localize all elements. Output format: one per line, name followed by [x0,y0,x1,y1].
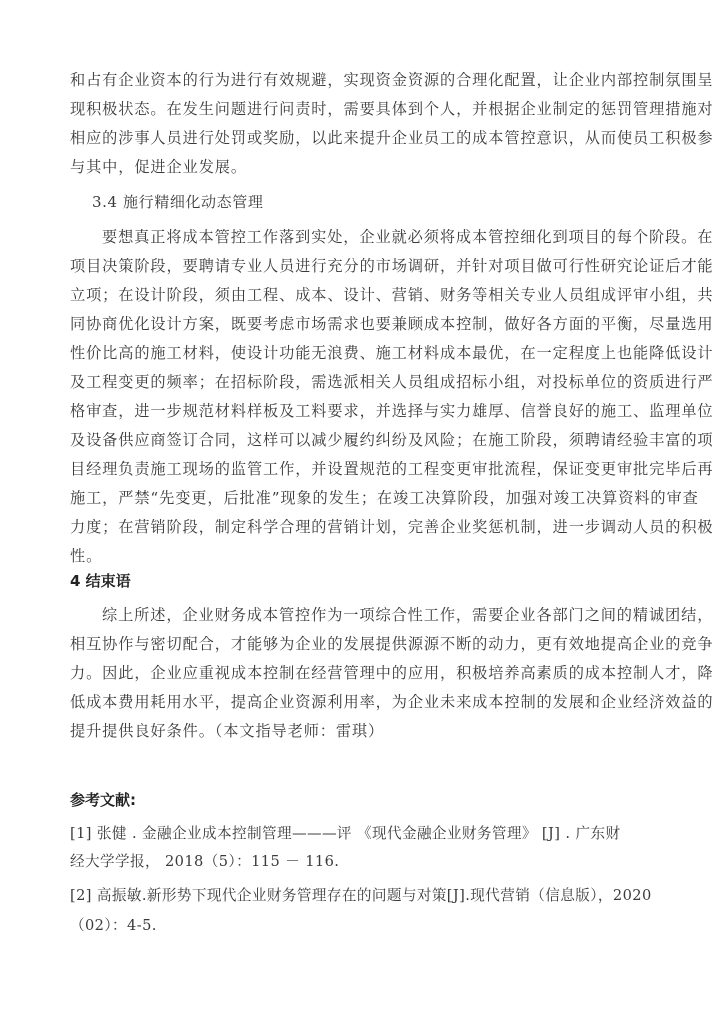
text-line: 相应的涉事人员进行处罚或奖励，以此来提升企业员工的成本管控意识，从而使员工积极参 [70,129,714,147]
text-line: 施工，严禁“先变更，后批准”现象的发生；在竣工决算阶段，加强对竣工决算资料的审查 [70,489,699,507]
text-line: 现积极状态。在发生问题进行问责时，需要具体到个人，并根据企业制定的惩罚管理措施对 [70,100,714,118]
section-heading-4: 4 结束语 [70,572,131,590]
text-line: 和占有企业资本的行为进行有效规避，实现资金资源的合理化配置，让企业内部控制氛围呈 [70,71,714,89]
text-line: 格审查，进一步规范材料样板及工料要求，并选择与实力雄厚、信誉良好的施工、监理单位 [70,402,714,420]
text-line: 提升提供良好条件。（本文指导老师：雷琪） [70,722,385,740]
text-line: 项目决策阶段，要聘请专业人员进行充分的市场调研，并针对项目做可行性研究论证后才能 [70,257,714,275]
text-line: 立项；在设计阶段，须由工程、成本、设计、营销、财务等相关专业人员组成评审小组，共 [70,286,714,304]
reference-item-2-line-2: （02）：4-5. [70,917,157,934]
text-line: 及设备供应商签订合同，这样可以减少履约纠纷及风险；在施工阶段，须聘请经验丰富的项 [70,431,714,449]
text-line: 综上所述，企业财务成本管控作为一项综合性工作，需要企业各部门之间的精诚团结， [102,606,714,624]
text-line: 及工程变更的频率；在招标阶段，需选派相关人员组成招标小组，对投标单位的资质进行严 [70,373,714,391]
text-line: 低成本费用耗用水平，提高企业资源利用率，为企业未来成本控制的发展和企业经济效益的 [70,693,714,711]
reference-item-1-line-2: 经大学学报， 2018（5）：115 － 116. [70,853,340,870]
text-line: 力。因此，企业应重视成本控制在经营管理中的应用，积极培养高素质的成本控制人才，降 [70,664,714,682]
text-line: 与其中，促进企业发展。 [70,158,247,176]
reference-item-1-line-1: [1] 张健 . 金融企业成本控制管理———评 《现代金融企业财务管理》 [J] . 广东财 [70,825,621,842]
section-heading-3-4: 3.4 施行精细化动态管理 [92,193,264,211]
references-heading: 参考文献: [70,791,136,809]
text-line: 同协商优化设计方案，既要考虑市场需求也要兼顾成本控制，做好各方面的平衡，尽量选用 [70,315,714,333]
text-line: 力度；在营销阶段，制定科学合理的营销计划，完善企业奖惩机制，进一步调动人员的积极 [70,518,714,536]
reference-item-2-line-1: [2] 高振敏.新形势下现代企业财务管理存在的问题与对策[J].现代营销（信息版），2020 [70,887,652,904]
text-line: 性。 [70,547,103,565]
text-line: 目经理负责施工现场的监管工作，并设置规范的工程变更审批流程，保证变更审批完毕后再 [70,460,714,478]
text-line: 性价比高的施工材料，使设计功能无浪费、施工材料成本最优，在一定程度上也能降低设计 [70,344,714,362]
text-line: 要想真正将成本管控工作落到实处，企业就必须将成本管控细化到项目的每个阶段。在 [102,228,714,246]
text-line: 相互协作与密切配合，才能够为企业的发展提供源源不断的动力，更有效地提高企业的竞争 [70,635,714,653]
